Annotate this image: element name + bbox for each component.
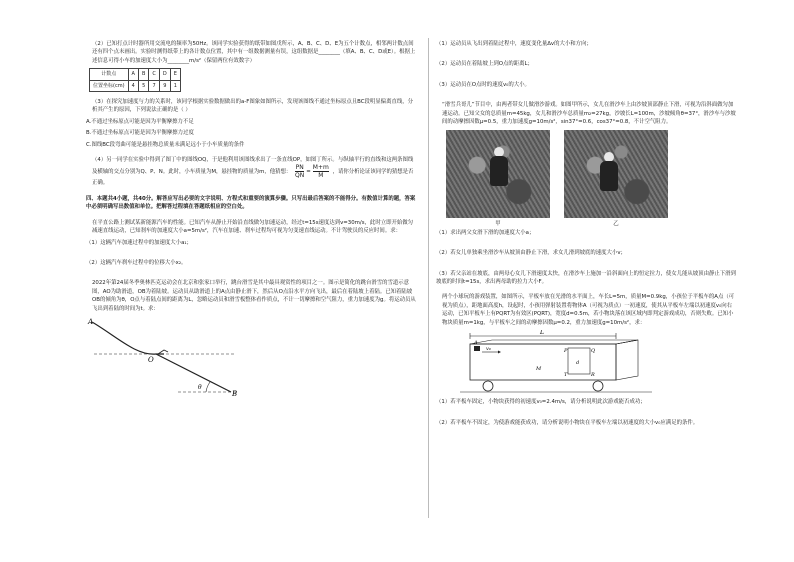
ski-slope-diagram xyxy=(86,316,246,396)
question-4-text xyxy=(86,156,416,188)
formula-equals: = xyxy=(306,169,311,176)
label-a: A xyxy=(474,340,478,347)
label-v0: v₀ xyxy=(486,346,491,353)
label-d: d xyxy=(576,360,580,367)
formula-numerator: M+m xyxy=(312,164,329,172)
column-divider xyxy=(428,38,429,518)
cart-diagram xyxy=(456,330,656,398)
cart-question-2: （2）若平板车不固定，为使游戏能获成功，请分析说明小物块在平板车左端以初速度的大小v₀应满足的条件。 xyxy=(436,419,699,426)
sled-question-1: （1）求出两父女滑下滑的加速度大小a； xyxy=(436,229,535,236)
cart-figure xyxy=(436,330,736,398)
car-question-1: （1）这辆汽车加速过程中的加速度大小a₁； xyxy=(86,239,192,246)
block-a xyxy=(474,346,480,351)
cart-question-1: （1）若平板车固定，小物块获得的初速度v₀=2.4m/s，请分析说明此次游戏能否成功； xyxy=(436,399,646,406)
ski-question-3: （3）运动员在O点时的速度v₀的大小。 xyxy=(436,81,530,88)
table-row xyxy=(90,80,181,91)
table-row-label: 位置坐标(cm) xyxy=(90,80,129,91)
label-l: L xyxy=(540,330,544,337)
ski-slope-figure xyxy=(86,316,416,396)
label-o: O xyxy=(148,355,154,364)
question-3-text: （3）在探究加速度与力的关系时，该同学根据实验数据做出的a-F图象如图所示，发现该图线不通过坐标原点且BC段明显偏离直线，分析其产生的原因，下列说法正确的是（ ） xyxy=(92,99,414,114)
ratio-formula-lhs xyxy=(295,164,304,179)
label-t: T xyxy=(564,372,568,379)
table-point: C xyxy=(149,69,160,80)
caption-jia: 甲 xyxy=(495,221,501,228)
label-m: M xyxy=(536,366,542,373)
ski-question-1: （1）运动员从飞出到着陆过程中，速度变化量Δv的大小和方向； xyxy=(436,41,592,47)
option-c: C.图线BC段弯曲可能是悬挂物总质量未满足远小于小车质量的条件 xyxy=(86,141,245,148)
caption-yi: 乙 xyxy=(613,221,619,228)
formula-denominator: QN xyxy=(295,172,305,180)
ski-problem-intro: 2022年第24届冬季奥林匹克运动会在北京和张家口举行，跳台滑雪是其中最具观赏性的项目之一。图示是简化的跳台滑雪的雪道示意图，AO为助滑道，OB为着陆坡。运动员从助滑道上的A点由静止滑下，然后从O点沿水平方向飞出，最后在着陆坡上着陆。已知着陆坡OB的倾角为θ，O点与着陆点间的距离为L，忽略运动员和滑雪板整体看作质点，不计一切摩擦和空气阻力，重力加速度为g。将运动员从飞出到着陆的时间为t。求： xyxy=(92,280,416,312)
cart-problem-intro: 两个小球玩的游戏装置，如图所示，平板车放在光滑的水平面上，车长L=5m，质量M=0.9kg，小孩位于平板车的A点（可视为质点），距地面高度h，设起时，小孩用弹射装置将物体A（可视为质点）一初速度，使其从平板车左端以初速度v₀向右运动，已知平板车上有PQRT为有效区(PQRT)，宽度d=0.5m，若小物块落在该区域内即判定游戏成功，否则失败。已知小物块质量m=1kg，与平板车之间的动摩擦因数μ=0.2，重力加速度g=10m/s²，求： xyxy=(442,294,735,326)
table-point: A xyxy=(128,69,138,80)
table-point: B xyxy=(138,69,148,80)
question-4-part-b: ，请你分析论证该同学的猜想是否正确。 xyxy=(92,169,414,187)
car-question-2: （2）这辆汽车刹车过程中的位移大小x₂。 xyxy=(86,259,187,266)
table-value: 1 xyxy=(170,80,180,91)
formula-denominator: M xyxy=(318,172,324,180)
sled-photos xyxy=(436,130,736,218)
table-point: D xyxy=(159,69,170,80)
formula-numerator: PN xyxy=(295,164,304,172)
sled-question-3: （3）若父亲站在坡底，由两母心女儿下滑速度太快，在滑沙车上施加一沿斜面向上的恒定拉力，使女儿能从坡顶由静止下滑到坡底的时间t=15s，求出两母助的拉力大小F。 xyxy=(436,270,736,286)
table-header-label: 计数点 xyxy=(90,69,129,80)
label-theta: θ xyxy=(198,383,202,391)
position-table xyxy=(89,68,181,92)
photo-captions xyxy=(436,220,736,228)
table-value: 5 xyxy=(138,80,148,91)
wheel-left xyxy=(483,381,493,391)
label-b: B xyxy=(232,389,238,396)
option-a: A.不通过坐标原点可能是因为平衡摩擦力不足 xyxy=(86,118,194,125)
label-a: A xyxy=(88,317,94,326)
label-r: R xyxy=(591,372,595,379)
question-4-part-a: （4）另一同学在实验中得到了图丁中的图线OQ，于是他利用该图线求出了一条直线OP，如图丁所示。与纵轴平行的直线和这两条图线及横轴的交点分别为Q、P、N。此时，小车质量为M，悬挂物的质量为m，他猜想： xyxy=(92,157,414,176)
sled-question-2: （2）若女儿单独乘坐滑沙车从坡顶由静止下滑，求女儿滑到坡底的速度大小v； xyxy=(436,250,626,257)
photo-yi xyxy=(564,130,668,218)
ratio-formula-rhs xyxy=(313,164,329,179)
option-b: B.不通过坐标原点可能是因为平衡摩擦力过度 xyxy=(86,130,194,137)
question-2-text: （2）已知打点计时器所用交流电的频率为50Hz。该同学实验获得的纸带如图戊所示，A、B、C、D、E为五个计数点，相邻两计数点间还有四个点未画出。实验时测得纸带上的各计数点位置，其中有一组数据测量有误，这组数据是________（填A、B、C、D或E）。根据上述信息可得小车的加速度大小为________m/s²（保留两位有效数字） xyxy=(92,41,416,64)
ski-question-2: （2）运动员在着陆坡上到O点的距离L； xyxy=(436,61,533,68)
table-point: E xyxy=(170,69,180,80)
label-p: P xyxy=(564,348,568,355)
wheel-right xyxy=(593,381,603,391)
right-column xyxy=(436,40,736,430)
table-row xyxy=(90,69,181,80)
table-value: 7 xyxy=(149,80,160,91)
sled-problem-intro: “滑雪兵哥儿”节目中，由两者带女儿做滑沙游戏。如图甲所示，女儿在滑沙车上由沙坡顶部静止下滑，可视为沿斜面做匀加速运动。已知父女的总质量m=45kg，女儿和滑沙车总质量m₂=27kg，沙坡长L=100m，沙坡倾角θ=37°，滑沙车与沙坡间的动摩擦因数μ=0.5，重力加速度g=10m/s²，sin37°=0.6，cos37°=0.8，不计空气阻力。 xyxy=(442,102,736,126)
car-problem-intro: 在平直公路上测试某新能源汽车的性能。已知汽车从静止开始沿直线做匀加速运动，经过t=15s速度达到v=30m/s，此时立即开始做匀减速直线运动，已知刹车的加速度大小a=5m/s²，汽车在加速、刹车过程均可视为匀变速直线运动。不计驾驶员的反应时间。求： xyxy=(92,219,414,235)
table-value: 4 xyxy=(128,80,138,91)
left-column xyxy=(86,40,416,396)
label-q: Q xyxy=(591,348,596,355)
table-value: 9 xyxy=(159,80,170,91)
photo-jia xyxy=(446,130,550,218)
section-4-instructions: 四、本题共4小题，共40分。解答应写出必要的文字说明、方程式和重要的演算步骤。只写出最后答案的不能得分。有数值计算的题，答案中必须明确写出数值和单位。把解答过程填在答题纸相应的空白处。 xyxy=(86,195,416,211)
